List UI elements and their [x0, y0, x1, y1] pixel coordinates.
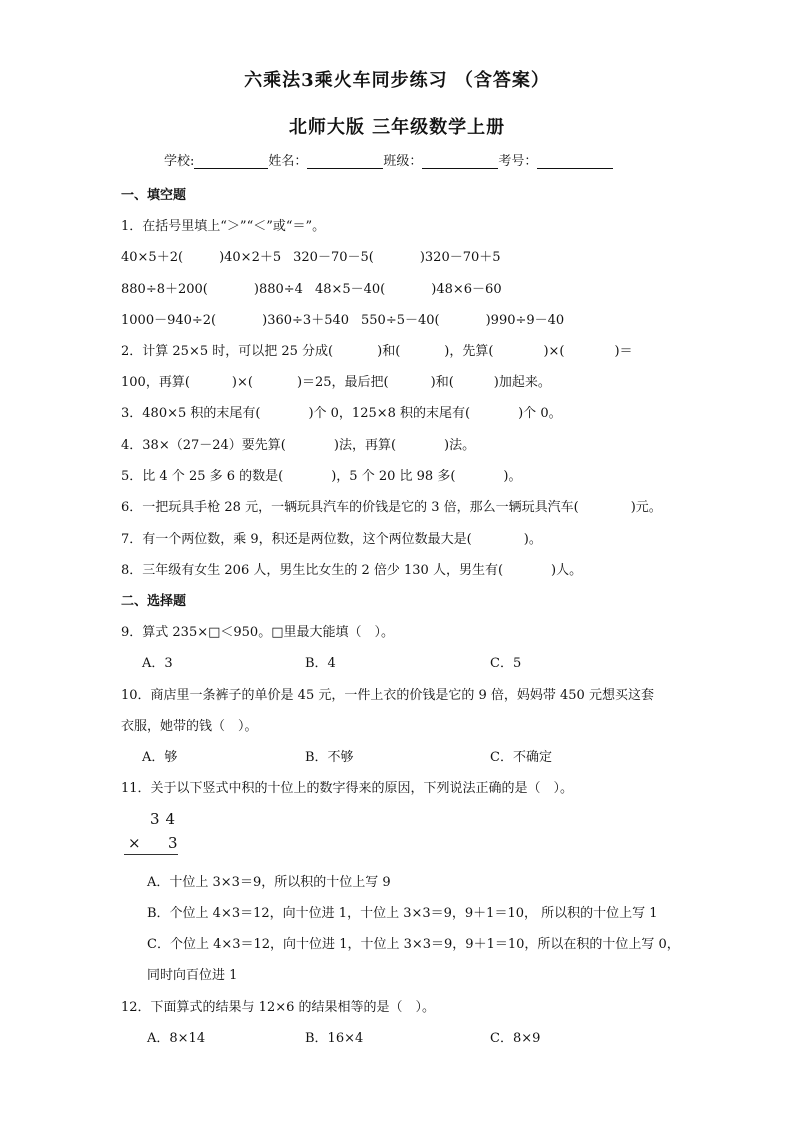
- section-heading-choice: 二、选择题: [121, 594, 187, 609]
- question-2-cont: 100，再算( )×( )＝25，最后把( )和( )加起来。: [121, 375, 551, 390]
- question-1: 1．在括号里填上“＞”“＜”或“＝”。: [121, 219, 326, 234]
- student-info-row: [164, 150, 613, 169]
- name-blank[interactable]: [307, 155, 383, 169]
- q9-option-c[interactable]: C．5: [490, 656, 522, 671]
- question-12: 12．下面算式的结果与 12×6 的结果相等的是（ ）。: [121, 1000, 436, 1015]
- question-10-cont: 衣服，她带的钱（ ）。: [121, 719, 258, 734]
- question-10: 10．商店里一条裤子的单价是 45 元，一件上衣的价钱是它的 9 倍，妈妈带 450 元想买这套: [121, 688, 654, 703]
- q1-row2-expr-d: )48×6－60: [431, 282, 502, 297]
- q1-row2-expr-a: 880÷8＋200(: [121, 282, 208, 297]
- q1-row1-expr-d: )320－70＋5: [419, 250, 501, 265]
- exam-number-blank[interactable]: [537, 155, 613, 169]
- multiplicand: 34: [150, 810, 182, 828]
- school-blank[interactable]: [194, 155, 268, 169]
- q11-option-c[interactable]: C．个位上 4×3＝12，向十位进 1，十位上 3×3＝9，9＋1＝10，所以在积的十位上写 0，: [147, 937, 680, 952]
- q1-row: [121, 278, 502, 297]
- q10-option-c[interactable]: C．不确定: [490, 750, 552, 765]
- q12-option-a[interactable]: A．8×14: [147, 1031, 206, 1046]
- question-5: 5．比 4 个 25 多 6 的数是( )，5 个 20 比 98 多( )。: [121, 469, 522, 484]
- vertical-rule: [124, 854, 178, 855]
- q12-option-b[interactable]: B．16×4: [305, 1031, 364, 1046]
- multiply-sign: ×: [128, 834, 141, 852]
- q1-row1-expr-a: 40×5＋2(: [121, 250, 184, 265]
- class-label: 班级：: [383, 154, 423, 169]
- multiplier: 3: [168, 834, 178, 852]
- q9-option-b[interactable]: B．4: [305, 656, 336, 671]
- q1-row2-expr-c: 48×5－40(: [314, 282, 386, 297]
- exam-number-label: 考号：: [498, 154, 538, 169]
- question-2: 2．计算 25×5 时，可以把 25 分成( )和( )，先算( )×( )＝: [121, 344, 633, 359]
- question-4: 4．38×（27－24）要先算( )法，再算( )法。: [121, 438, 476, 453]
- q11-option-b[interactable]: B．个位上 4×3＝12，向十位进 1，十位上 3×3＝9，9＋1＝10， 所以积的十位上写 1: [147, 906, 658, 921]
- question-9: 9．算式 235×□＜950。□里最大能填（ ）。: [121, 625, 394, 640]
- q1-row3-expr-a: 1000－940÷2(: [121, 313, 217, 328]
- q1-row: [121, 246, 501, 265]
- question-11: 11．关于以下竖式中积的十位上的数字得来的原因，下列说法正确的是（ ）。: [121, 781, 574, 796]
- q1-row2-expr-b: )880÷4: [253, 282, 303, 297]
- q1-row3-expr-d: )990÷9－40: [485, 313, 565, 328]
- class-blank[interactable]: [422, 155, 498, 169]
- q11-option-c-cont: 同时向百位进 1: [147, 968, 238, 983]
- question-8: 8．三年级有女生 206 人，男生比女生的 2 倍少 130 人，男生有( )人。: [121, 563, 583, 578]
- section-heading-fill-blank: 一、填空题: [121, 188, 187, 203]
- page-title: 六乘法3乘火车同步练习 （含答案）: [244, 70, 550, 91]
- q1-row3-expr-c: 550÷5－40(: [361, 313, 440, 328]
- school-label: 学校:: [164, 154, 195, 169]
- q1-row3-expr-b: )360÷3＋540: [262, 313, 350, 328]
- q1-row1-expr-c: 320－70－5(: [293, 250, 374, 265]
- question-7: 7．有一个两位数，乘 9，积还是两位数，这个两位数最大是( )。: [121, 532, 542, 547]
- q10-option-b[interactable]: B．不够: [305, 750, 354, 765]
- q1-row1-expr-b: )40×2＋5: [219, 250, 282, 265]
- page-subtitle: 北师大版 三年级数学上册: [288, 117, 506, 138]
- q9-option-a[interactable]: A．3: [142, 656, 173, 671]
- q10-option-a[interactable]: A．够: [142, 750, 178, 765]
- q11-option-a[interactable]: A．十位上 3×3＝9，所以积的十位上写 9: [147, 875, 391, 890]
- q12-option-c[interactable]: C．8×9: [490, 1031, 541, 1046]
- question-6: 6．一把玩具手枪 28 元，一辆玩具汽车的价钱是它的 3 倍，那么一辆玩具汽车( )元。: [121, 500, 662, 515]
- q1-row: [121, 309, 564, 328]
- name-label: 姓名：: [268, 154, 308, 169]
- question-3: 3．480×5 积的末尾有( )个 0，125×8 积的末尾有( )个 0。: [121, 406, 562, 421]
